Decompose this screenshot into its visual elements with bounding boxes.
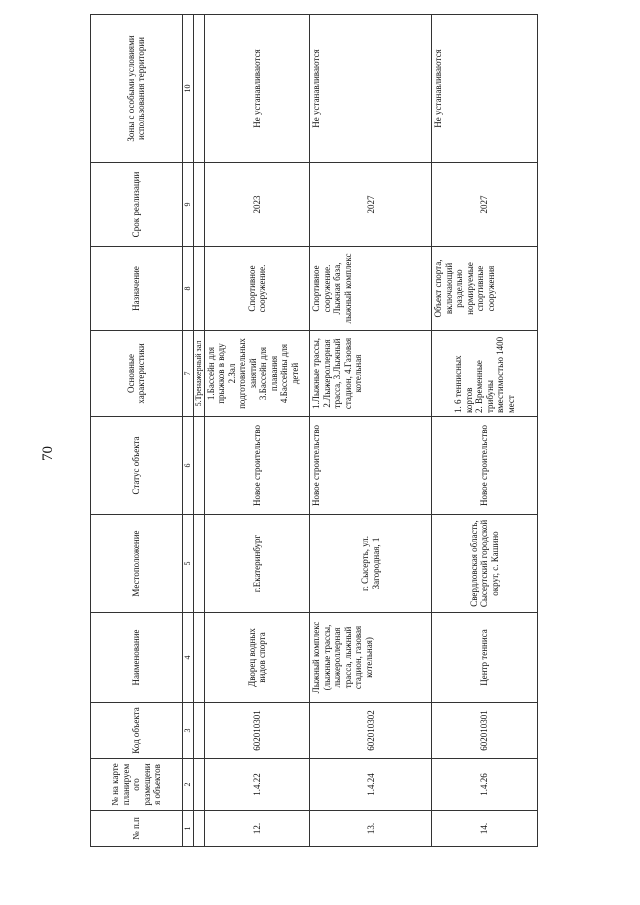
- object-purpose: Спортивное сооружение.: [204, 247, 310, 331]
- empty-cell: [193, 515, 204, 613]
- object-purpose: Спортивное сооружение. Лыжная база, лыжный комплекс: [310, 247, 432, 331]
- empty-cell: [193, 703, 204, 759]
- object-characteristics: [432, 331, 538, 417]
- column-number: 5: [182, 515, 193, 613]
- header-cell: № на карте планируемого размещения объектов: [91, 759, 183, 811]
- header-cell: Местоположение: [91, 515, 183, 613]
- object-purpose: Объект спорта, включающий раздельно нормируемые спортивные сооружения: [432, 247, 538, 331]
- table-row: [432, 15, 538, 847]
- column-number: 3: [182, 703, 193, 759]
- column-number: 6: [182, 417, 193, 515]
- column-number: 2: [182, 759, 193, 811]
- special-zones: Не устанавливаются: [204, 15, 310, 163]
- characteristic-line: 3.Бассейн для плавания: [258, 346, 279, 401]
- empty-cell: [193, 417, 204, 515]
- object-characteristics: [204, 331, 310, 417]
- header-cell: Статус объекта: [91, 417, 183, 515]
- table-row: [310, 15, 432, 847]
- object-name: Дворец водных видов спорта: [204, 613, 310, 703]
- planned-objects-table: [90, 14, 538, 847]
- object-location: Свердловская область, Сысертский городской округ, с. Кашино: [432, 515, 538, 613]
- continuation-row: [193, 15, 204, 847]
- empty-cell: [193, 811, 204, 847]
- table-frame: [90, 15, 538, 847]
- column-number-row: [182, 15, 193, 847]
- row-number: 13.: [310, 811, 432, 847]
- characteristic-line: 1.Лыжные трассы, 2.Лыжероллерная трасса, 3.Лыжный стадион, 4.Газовая котельная: [311, 337, 364, 410]
- empty-cell: [193, 759, 204, 811]
- row-number: 14.: [432, 811, 538, 847]
- empty-cell: [193, 247, 204, 331]
- object-location: г. Сысерть, ул. Загородная, 1: [310, 515, 432, 613]
- header-cell: Назначение: [91, 247, 183, 331]
- continuation-characteristics: 5.Тренажерный зал: [193, 331, 204, 417]
- column-number: 7: [182, 331, 193, 417]
- characteristic-line: 2. Временные трибуны вместимостью 1400 мест: [474, 336, 516, 413]
- object-code: 602010301: [204, 703, 310, 759]
- column-number: 4: [182, 613, 193, 703]
- rotated-table-container: [90, 15, 538, 847]
- header-cell: Наименование: [91, 613, 183, 703]
- object-code: 602010302: [310, 703, 432, 759]
- empty-cell: [193, 613, 204, 703]
- special-zones: Не устанавливаются: [310, 15, 432, 163]
- map-number: 1.4.26: [432, 759, 538, 811]
- object-name: Лыжный комплекс (лыжные трассы, лыжероллерная трасса, лыжный стадион, газовая котельная): [310, 613, 432, 703]
- characteristic-line: 4.Бассейны для детей: [279, 343, 300, 404]
- header-cell: Срок реализации: [91, 163, 183, 247]
- implementation-term: 2027: [310, 163, 432, 247]
- object-location: г.Екатеринбург: [204, 515, 310, 613]
- implementation-term: 2023: [204, 163, 310, 247]
- column-number: 9: [182, 163, 193, 247]
- row-number: 12.: [204, 811, 310, 847]
- map-number: 1.4.24: [310, 759, 432, 811]
- page-number: 70: [40, 446, 56, 461]
- header-cell: Основные характеристики: [91, 331, 183, 417]
- object-characteristics: [310, 331, 432, 417]
- special-zones: Не устанавливаются: [432, 15, 538, 163]
- object-name: Центр тенниса: [432, 613, 538, 703]
- header-cell: Код объекта: [91, 703, 183, 759]
- header-cell: № п.п: [91, 811, 183, 847]
- empty-cell: [193, 15, 204, 163]
- map-number: 1.4.22: [204, 759, 310, 811]
- table-row: [204, 15, 310, 847]
- header-row: [91, 15, 183, 847]
- column-number: 10: [182, 15, 193, 163]
- object-status: Новое строительство: [432, 417, 538, 515]
- object-status: Новое строительство: [204, 417, 310, 515]
- object-status: Новое строительство: [310, 417, 432, 515]
- header-cell: Зоны с особыми условиями использования территории: [91, 15, 183, 163]
- implementation-term: 2027: [432, 163, 538, 247]
- empty-cell: [193, 163, 204, 247]
- characteristic-line: 1.Бассейн для прыжков в воду: [205, 343, 227, 404]
- characteristic-line: 2.Зал подготовительных занятий: [226, 338, 258, 409]
- column-number: 1: [182, 811, 193, 847]
- characteristic-line: 1. 6 теннисных кортов: [453, 355, 474, 413]
- column-number: 8: [182, 247, 193, 331]
- object-code: 602010301: [432, 703, 538, 759]
